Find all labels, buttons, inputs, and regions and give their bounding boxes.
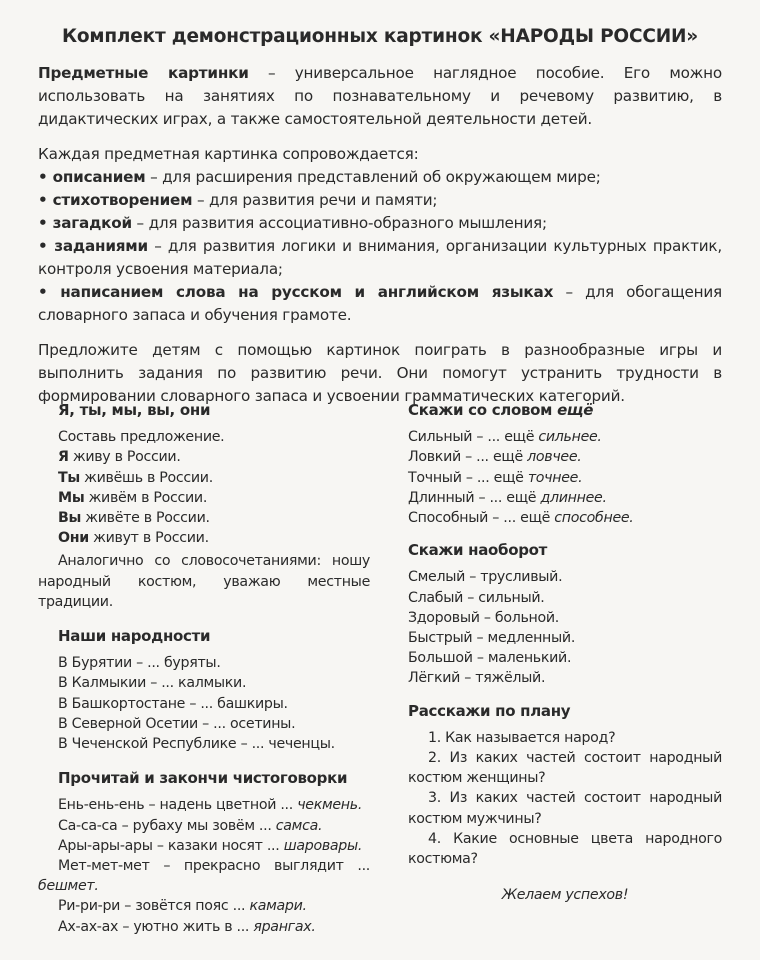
section-line [408,567,722,587]
text-segment: Ень-ень-ень – надень цветной ... [58,797,298,814]
text-segment: шаровары. [283,837,363,854]
section-line [38,896,370,916]
page-title: Комплект демонстрационных картинок «НАРОДЫ РОССИИ» [61,26,699,47]
text-segment: живём в России. [84,489,208,506]
closing-text: Желаем успехов! [501,887,629,904]
text-segment: • [38,214,53,232]
intro-paragraph [38,62,722,131]
text-segment: Са-са-са – рубаху мы зовём ... [58,817,276,834]
text-segment: Здоровый – больной. [408,609,560,626]
accompany-lead: Каждая предметная картинка сопровождается: [38,145,419,163]
section-line [38,836,370,856]
feature-item [38,166,722,189]
text-segment: Мет-мет-мет – прекрасно выглядит ... [58,858,370,875]
text-segment: • [38,168,53,186]
text-segment: ярангах. [253,918,316,935]
section-line [38,734,370,754]
section-line [408,668,722,688]
text-segment: Ловкий – ... ещё [408,449,528,466]
section-line [38,795,370,815]
text-segment: Точный – ... ещё [408,469,528,486]
text-segment: способнее. [554,510,634,527]
section-line [38,488,370,508]
text-segment: живут в России. [88,530,209,547]
text-segment: – для обогащения словарного запаса и обучения грамоте. [38,283,722,324]
right-column [408,400,722,905]
plan-item: 4. Какие основные цвета народного костюма? [408,830,722,868]
section-heading [408,540,722,560]
feature-list [38,166,722,327]
text-segment: бешмет. [38,878,99,895]
section-line [38,917,370,937]
text-segment: ловчее. [527,449,582,466]
text-segment: Ри-ри-ри – зовётся пояс ... [58,898,250,915]
feature-item [38,281,722,327]
section-line [38,427,370,447]
text-segment: живёте в России. [81,510,210,527]
text-segment: самса. [275,817,323,834]
text-segment: Вы [58,510,82,527]
text-segment: • [38,191,53,209]
text-segment: Ты [58,469,80,486]
suggest-paragraph: Предложите детям с помощью картинок поиграть в разнообразные игры и выполнить задания по развитию речи. Они помогут устранить трудности в формировании словарного запаса и усвоении грамматических категорий. [38,341,722,405]
text-segment: • [38,237,55,255]
text-segment: Ах-ах-ах – уютно жить в ... [58,918,254,935]
text-segment: Составь предложение. [58,429,225,446]
section-line [408,447,722,467]
text-segment: – для развития ассоциативно-образного мышления; [131,214,547,232]
text-segment: – для развития речи и памяти; [192,191,438,209]
text-segment: ещё [557,401,594,419]
text-segment: Способный – ... ещё [408,510,555,527]
section-line [38,447,370,467]
section-paragraph: Аналогично со словосочетаниями: ношу народный костюм, уважаю местные традиции. [38,553,370,610]
section-line [408,588,722,608]
text-segment: – для расширения представлений об окружающем мире; [145,168,601,186]
intro-section [38,62,722,408]
text-segment: Ары-ары-ары – казаки носят ... [58,837,284,854]
section-line [408,427,722,447]
text-segment: В Бурятии – ... буряты. [58,655,221,672]
section-line [38,856,370,896]
section-line [408,628,722,648]
text-segment: загадкой [52,214,132,232]
section-line [408,648,722,668]
text-segment: живёшь в России. [79,469,213,486]
text-segment: точнее. [527,469,583,486]
section-heading: Наши народности [58,627,211,646]
text-segment: Сильный – ... ещё [408,429,539,446]
text-segment: Они [58,530,89,547]
plan-item: 2. Из каких частей состоит народный костюм женщины? [408,750,722,787]
section-line [408,608,722,628]
section-line [38,468,370,488]
text-segment: камари. [249,898,307,915]
text-segment: В Чеченской Республике – ... чеченцы. [58,736,335,753]
section-heading: Я, ты, мы, вы, они [58,401,211,419]
text-segment: – универсальное наглядное пособие. Его можно использовать на занятиях по познавательному и речевому развитию, в дидактических играх, а также самостоятельной деятельности детей. [38,64,722,128]
text-segment: Расскажи по плану [408,701,571,720]
section-heading: Прочитай и закончи чистоговорки [58,769,348,788]
plan-item: 3. Из каких частей состоит народный костюм мужчины? [408,790,722,827]
text-segment: Скажи со словом [408,401,558,419]
text-segment: заданиями [54,237,148,255]
text-segment: длиннее. [540,489,607,506]
text-segment: сильнее. [538,429,602,446]
text-segment: Смелый – трусливый. [408,569,563,586]
plan-item: 1. Как называется народ? [428,729,616,746]
text-segment: стихотворением [52,191,193,209]
text-segment: Длинный – ... ещё [408,489,541,506]
section-line [408,508,722,528]
left-column [38,400,370,951]
text-segment: описанием [52,168,146,186]
text-segment: живу в России. [68,449,181,466]
feature-item [38,189,722,212]
text-segment: Лёгкий – тяжёлый. [408,670,546,687]
text-segment: Мы [58,489,85,506]
text-segment: Я [58,449,69,466]
feature-item [38,235,722,281]
section-heading [408,701,722,721]
text-segment: В Башкортостане – ... башкиры. [58,695,288,712]
section-line [408,468,722,488]
section-line [38,508,370,528]
text-segment: написанием слова на русском и английском языках [60,283,554,301]
section-line [38,653,370,673]
text-segment: Большой – маленький. [408,650,572,667]
section-line [38,528,370,548]
text-segment: В Калмыкии – ... калмыки. [58,675,247,692]
section-line [38,714,370,734]
section-line [38,673,370,693]
feature-item [38,212,722,235]
section-line [408,488,722,508]
text-segment: Быстрый – медленный. [408,630,576,647]
text-segment: • [38,283,61,301]
section-line [38,816,370,836]
text-segment: Предметные картинки [38,64,249,82]
text-segment: В Северной Осетии – ... осетины. [58,715,296,732]
section-heading [408,400,722,420]
text-segment: – для развития логики и внимания, организации культурных практик, контроля усвоения материала; [38,237,722,278]
text-segment: чекмень. [297,797,363,814]
section-line [38,694,370,714]
text-segment: Скажи наоборот [408,541,548,560]
text-segment: Слабый – сильный. [408,589,545,606]
